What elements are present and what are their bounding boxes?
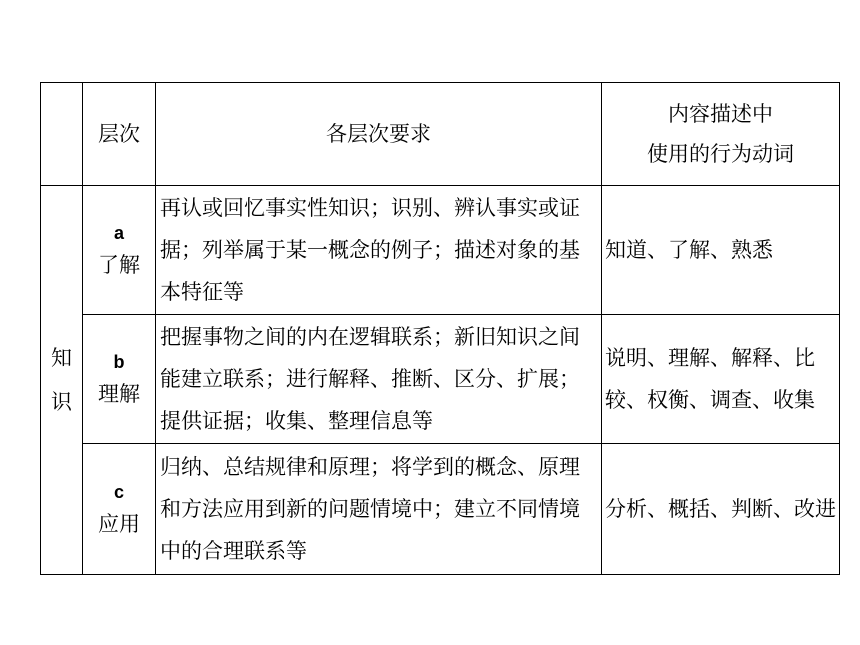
header-requirements: 各层次要求: [156, 83, 602, 186]
level-cell: [83, 186, 156, 315]
category-label: 知识: [51, 346, 72, 414]
level-name: 理解: [98, 382, 140, 406]
header-verbs-line2: 使用的行为动词: [647, 142, 794, 166]
level-cell: [83, 315, 156, 444]
level-letter: b: [113, 352, 125, 372]
level-cell: [83, 444, 156, 575]
table-row: [41, 444, 840, 575]
header-level: 层次: [83, 83, 156, 186]
requirement-text: 把握事物之间的内在逻辑联系；新旧知识之间能建立联系；进行解释、推断、区分、扩展；提供证据；收集、整理信息等: [156, 315, 602, 444]
table-row: [41, 315, 840, 444]
behavior-verbs: 分析、概括、判断、改进: [602, 444, 840, 575]
level-letter: c: [113, 482, 124, 502]
behavior-verbs: 说明、理解、解释、比较、权衡、调查、收集: [602, 315, 840, 444]
header-corner-cell: [41, 83, 83, 186]
level-letter: a: [113, 223, 124, 243]
level-name: 应用: [98, 512, 140, 536]
requirement-text: 归纳、总结规律和原理；将学到的概念、原理和方法应用到新的问题情境中；建立不同情境中的合理联系等: [156, 444, 602, 575]
header-verbs-line1: 内容描述中: [668, 102, 773, 126]
level-name: 了解: [98, 253, 140, 277]
requirement-text: 再认或回忆事实性知识；识别、辨认事实或证据；列举属于某一概念的例子；描述对象的基本特征等: [156, 186, 602, 315]
learning-levels-table: [40, 82, 840, 575]
category-cell: [41, 186, 83, 575]
header-verbs-cell: [602, 83, 840, 186]
behavior-verbs: 知道、了解、熟悉: [602, 186, 840, 315]
table-row: [41, 186, 840, 315]
table-header-row: [41, 83, 840, 186]
